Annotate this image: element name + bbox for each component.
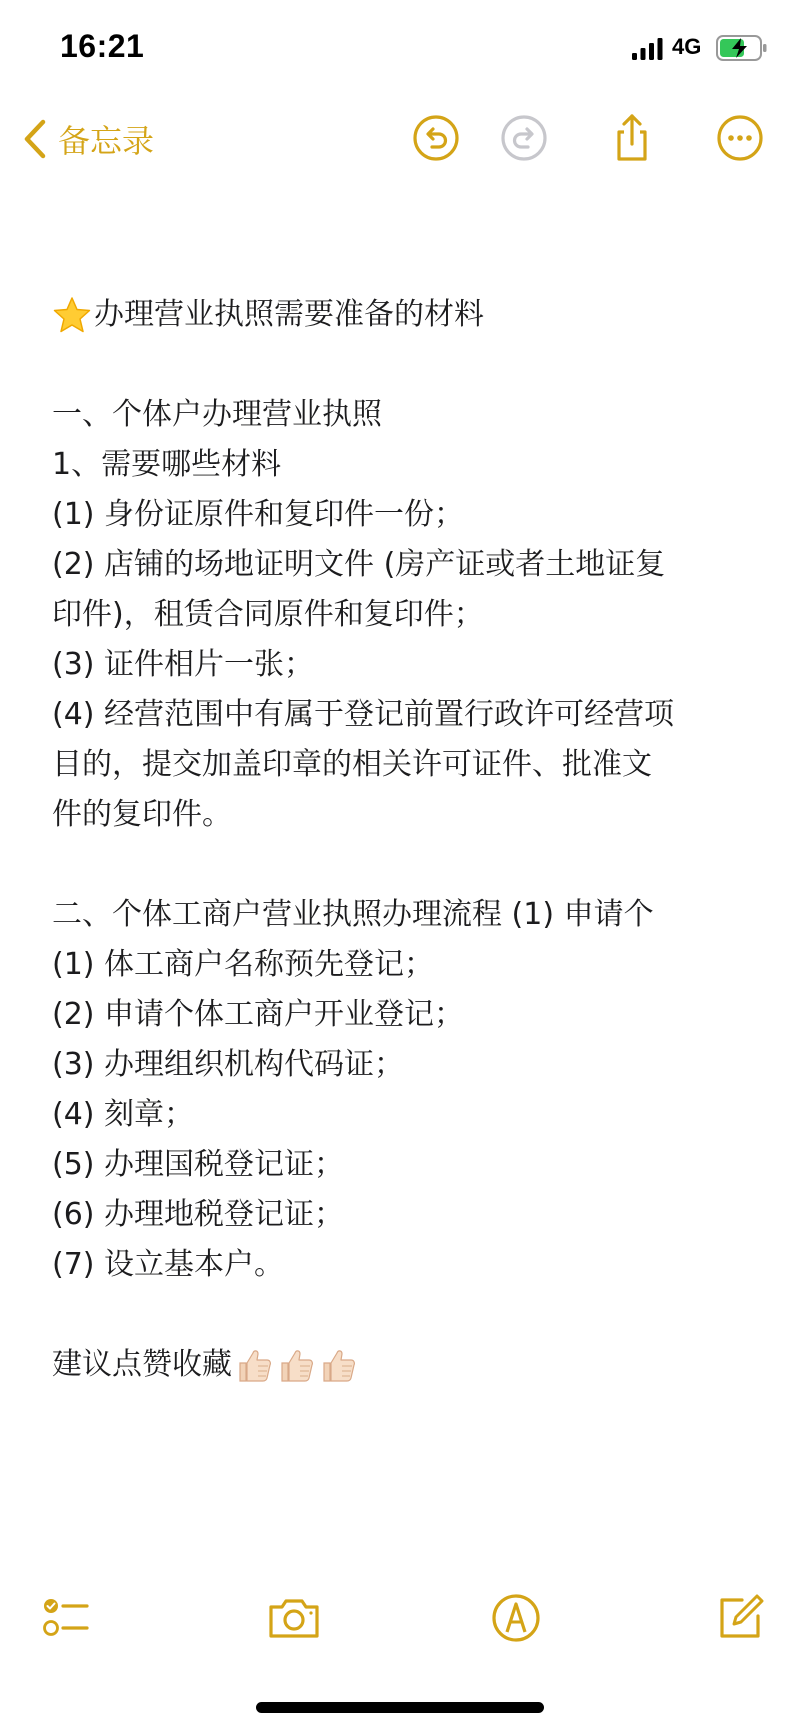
note-line: (6) 办理地税登记证； xyxy=(52,1197,345,1232)
note-line: (7) 设立基本户。 xyxy=(52,1247,285,1282)
checklist-button[interactable] xyxy=(38,1590,94,1646)
share-button[interactable] xyxy=(606,112,658,164)
bottom-toolbar xyxy=(0,1590,800,1660)
compose-icon xyxy=(712,1590,768,1646)
cellular-signal-icon xyxy=(632,38,664,60)
chevron-left-icon xyxy=(22,119,48,159)
note-line: (5) 办理国税登记证； xyxy=(52,1147,345,1182)
more-icon xyxy=(714,112,766,164)
undo-button[interactable] xyxy=(410,112,462,164)
note-line: 1、需要哪些材料 xyxy=(52,447,282,482)
back-button[interactable] xyxy=(22,114,154,164)
status-bar xyxy=(0,0,800,100)
note-line: (3) 证件相片一张； xyxy=(52,647,315,682)
checklist-icon xyxy=(38,1590,94,1646)
camera-button[interactable] xyxy=(266,1590,322,1646)
note-line: 一、个体户办理营业执照 xyxy=(52,397,382,432)
camera-icon xyxy=(266,1590,322,1646)
navigation-bar xyxy=(0,100,800,180)
note-line xyxy=(52,840,752,890)
redo-button[interactable] xyxy=(498,112,550,164)
share-icon xyxy=(606,112,658,164)
note-line: 目的，提交加盖印章的相关许可证件、批准文 xyxy=(52,747,652,782)
more-button[interactable] xyxy=(714,112,766,164)
note-body[interactable] xyxy=(52,290,752,1390)
note-line: 件的复印件。 xyxy=(52,797,232,832)
note-line: (4) 经营范围中有属于登记前置行政许可经营项 xyxy=(52,697,675,732)
markup-pen-icon xyxy=(488,1590,544,1646)
note-closing-line xyxy=(52,1340,752,1390)
note-line: (2) 申请个体工商户开业登记； xyxy=(52,997,465,1032)
home-indicator[interactable] xyxy=(256,1702,544,1713)
note-line xyxy=(52,1290,752,1340)
thumbs-up-icon xyxy=(234,1345,274,1385)
back-label: 备忘录 xyxy=(58,122,155,160)
note-line: (1) 身份证原件和复印件一份； xyxy=(52,497,465,532)
thumbs-up-icon xyxy=(276,1345,316,1385)
redo-icon xyxy=(498,112,550,164)
note-line: (4) 刻章； xyxy=(52,1097,195,1132)
thumbs-up-icon xyxy=(318,1345,358,1385)
note-line: 印件)，租赁合同原件和复印件； xyxy=(52,597,484,632)
note-line: (1) 体工商户名称预先登记； xyxy=(52,947,435,982)
network-type: 4G xyxy=(672,34,702,59)
note-line: 二、个体工商户营业执照办理流程 (1) 申请个 xyxy=(52,897,654,932)
battery-charging-icon xyxy=(716,35,768,61)
markup-button[interactable] xyxy=(488,1590,544,1646)
note-closing-text: 建议点赞收藏 xyxy=(52,1347,232,1382)
compose-button[interactable] xyxy=(712,1590,768,1646)
note-title: 办理营业执照需要准备的材料 xyxy=(94,297,484,332)
note-line: (3) 办理组织机构代码证； xyxy=(52,1047,405,1082)
note-line xyxy=(52,340,752,390)
note-title-line xyxy=(52,290,752,340)
note-line: (2) 店铺的场地证明文件 (房产证或者土地证复 xyxy=(52,547,666,582)
status-time: 16:21 xyxy=(60,28,145,64)
undo-icon xyxy=(410,112,462,164)
star-icon xyxy=(52,295,92,335)
